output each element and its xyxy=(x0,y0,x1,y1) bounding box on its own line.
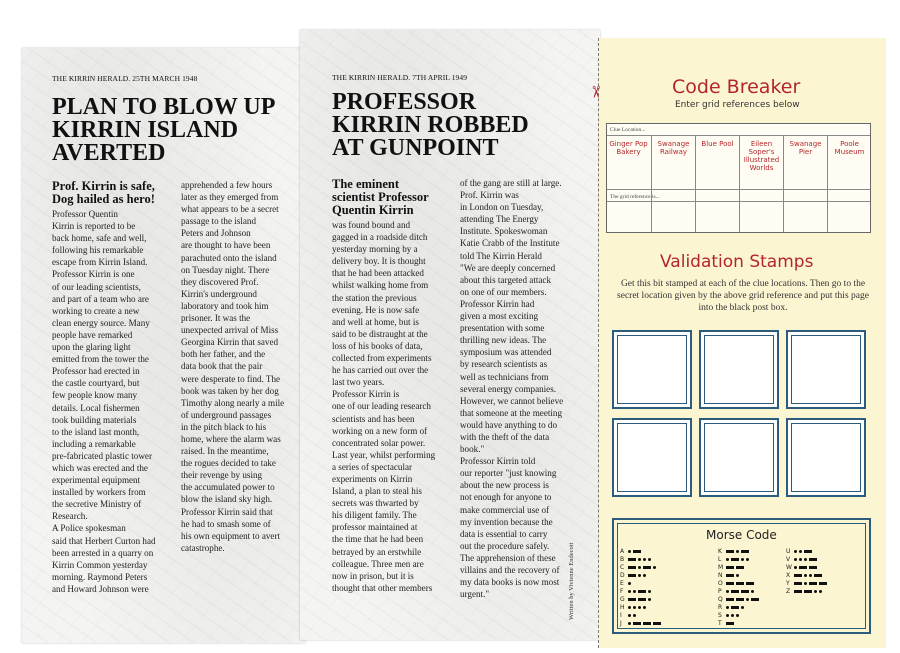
article-line: collected from experiments xyxy=(332,353,432,364)
article-line: apprehended a few hours xyxy=(181,180,273,190)
article-line: clean energy source. Many xyxy=(52,317,150,328)
morse-dot xyxy=(648,598,651,601)
article-line: Prof. Kirrin was xyxy=(460,190,519,201)
article-line: by research scientists as xyxy=(460,359,548,370)
morse-dot xyxy=(628,590,631,593)
morse-dash xyxy=(726,598,734,601)
article-line: not enough for anyone to xyxy=(460,492,552,503)
morse-dot xyxy=(726,558,729,561)
article-line: the castle courtyard, but xyxy=(52,378,140,389)
stamp-box-5 xyxy=(699,418,779,497)
article-line: well as technicians from xyxy=(460,371,549,382)
article-line: would have anything to do xyxy=(460,419,557,430)
article-line: Research. xyxy=(52,511,88,522)
middle-dateline: THE KIRRIN HERALD. 7TH APRIL 1949 xyxy=(332,73,468,82)
article-line: Institute. Spokeswoman xyxy=(460,226,548,237)
article-line: of underground passages xyxy=(181,409,272,420)
morse-letter-n xyxy=(718,571,741,579)
article-line: in the pitch black to his xyxy=(181,421,267,432)
morse-dot xyxy=(804,582,807,585)
morse-dot xyxy=(736,614,739,617)
article-line: Georgina Kirrin that saved xyxy=(181,337,279,348)
morse-letter-label: C xyxy=(620,563,625,571)
clue-location-label: Clue Location... xyxy=(610,127,646,133)
morse-letter-x xyxy=(786,571,824,579)
article-line: laboratory and took him xyxy=(181,300,269,311)
article-line: morning. Raymond Peters xyxy=(52,571,148,582)
middle-article-column-2 xyxy=(460,177,578,600)
article-line: back home, safe and well, xyxy=(52,233,147,244)
morse-dash xyxy=(809,582,817,585)
morse-letter-label: M xyxy=(718,563,724,571)
article-line: his diligent family. The xyxy=(332,510,417,521)
stamp-box-3 xyxy=(786,330,866,409)
morse-dot xyxy=(628,606,631,609)
middle-subhead: The eminent scientist Professor Quentin Kirrin xyxy=(332,177,429,217)
article-line: and Howard Johnson were xyxy=(52,583,149,594)
morse-dot xyxy=(638,566,641,569)
morse-letter-m xyxy=(718,563,746,571)
morse-dot xyxy=(741,558,744,561)
article-line: he had to smash some of xyxy=(181,518,271,529)
morse-dot xyxy=(648,558,651,561)
article-line: prisoner. It was the xyxy=(181,313,251,324)
article-line: parachuted onto the island xyxy=(181,252,277,263)
morse-letter-v xyxy=(786,555,819,563)
left-dateline: THE KIRRIN HERALD. 25TH MARCH 1948 xyxy=(52,74,198,83)
morse-dot xyxy=(751,590,754,593)
morse-dot xyxy=(799,550,802,553)
article-line: was found bound and xyxy=(332,220,411,230)
code-breaker-subtitle: Enter grid references below xyxy=(675,100,800,110)
article-line: one of our leading research xyxy=(332,401,431,412)
morse-dot xyxy=(638,606,641,609)
morse-dot xyxy=(794,566,797,569)
article-line: experimental equipment xyxy=(52,475,141,486)
morse-dot xyxy=(726,590,729,593)
morse-letter-label: N xyxy=(718,571,723,579)
article-line: Professor Kirrin is one xyxy=(52,269,135,280)
morse-dot xyxy=(819,590,822,593)
article-line: A Police spokesman xyxy=(52,523,126,534)
clue-cell-2[interactable]: Swanage Railway xyxy=(651,136,695,232)
morse-dot xyxy=(814,590,817,593)
morse-letter-label: D xyxy=(620,571,625,579)
article-line: Professor Kirrin told xyxy=(460,456,536,467)
morse-dot xyxy=(731,614,734,617)
morse-letter-label: P xyxy=(718,588,722,595)
morse-letter-g xyxy=(620,596,653,604)
morse-dot xyxy=(643,558,646,561)
article-line: installed by workers from xyxy=(52,487,146,498)
morse-letter-j xyxy=(620,620,663,628)
morse-letter-y xyxy=(786,579,829,587)
morse-dot xyxy=(648,590,651,593)
article-line: However, we cannot believe xyxy=(460,395,564,406)
morse-dash xyxy=(726,550,734,553)
morse-dot xyxy=(633,606,636,609)
morse-dot xyxy=(726,606,729,609)
article-line: of our leading scientists, xyxy=(52,281,141,292)
article-line: took building materials xyxy=(52,414,137,425)
morse-dot xyxy=(638,558,641,561)
morse-dash xyxy=(814,574,822,577)
clue-cell-1[interactable]: Ginger Pop Bakery xyxy=(609,140,648,156)
morse-letter-label: W xyxy=(786,563,792,571)
article-line: what appears to be a secret xyxy=(181,204,279,215)
middle-article-column-1 xyxy=(332,219,456,594)
morse-dash xyxy=(628,574,636,577)
article-line: professor maintained at xyxy=(332,522,418,533)
article-line: The apprehension of these xyxy=(460,552,556,563)
article-line: colleague. Three men are xyxy=(332,558,424,569)
morse-dash xyxy=(643,622,651,625)
stamp-box-1 xyxy=(612,330,692,409)
article-line: with the theft of the data xyxy=(460,431,550,442)
morse-letter-u xyxy=(786,547,814,555)
morse-letter-label: Q xyxy=(718,596,723,604)
stamp-box-2 xyxy=(699,330,779,409)
morse-dot xyxy=(804,558,807,561)
article-line: gagged in a roadside ditch xyxy=(332,232,428,243)
article-line: Peters and Johnson xyxy=(181,228,251,239)
article-line: said to be distraught at the xyxy=(332,328,428,339)
morse-dash xyxy=(741,590,749,593)
article-line: last two years. xyxy=(332,377,385,388)
article-line: unexpected arrival of Miss xyxy=(181,325,279,336)
article-line: emitted from the tower the xyxy=(52,354,149,365)
article-line: scientists and has been xyxy=(332,413,415,424)
clue-cell-4[interactable]: Eileen Soper's Illustrated Worlds xyxy=(739,136,783,232)
stamp-box-4 xyxy=(612,418,692,497)
morse-dash xyxy=(794,582,802,585)
morse-dot xyxy=(804,574,807,577)
article-line: presentation with some xyxy=(460,323,545,334)
article-line: Last year, whilst performing xyxy=(332,449,436,460)
article-line: blow the island sky high. xyxy=(181,494,273,505)
morse-letter-label: S xyxy=(718,612,722,620)
article-line: few people know many xyxy=(52,390,138,401)
article-line: the rogues decided to take xyxy=(181,458,276,469)
article-line: on Tuesday night. There xyxy=(181,264,270,275)
morse-letter-label: X xyxy=(786,571,791,579)
article-line: pre-fabricated plastic tower xyxy=(52,450,152,461)
article-line: thought that other members xyxy=(332,582,433,593)
morse-dot xyxy=(633,614,636,617)
article-line: working on a new form of xyxy=(332,425,428,436)
article-line: been arrested in a quarry on xyxy=(52,547,154,558)
morse-letter-z xyxy=(786,588,824,596)
morse-dash xyxy=(809,566,817,569)
article-line: they discovered Prof. xyxy=(181,276,259,287)
morse-dash xyxy=(736,582,744,585)
morse-dash xyxy=(804,550,812,553)
morse-dot xyxy=(643,574,646,577)
morse-dot xyxy=(746,558,749,561)
article-line: Professor Kirrin had xyxy=(460,298,535,309)
article-line: Professor Kirrin said that xyxy=(181,506,273,517)
morse-dot xyxy=(628,550,631,553)
article-line: my data books is now most xyxy=(460,577,560,588)
validation-stamps-title: Validation Stamps xyxy=(660,252,814,272)
left-article-column-2 xyxy=(181,179,301,554)
morse-dash xyxy=(726,582,734,585)
article-line: attending The Energy xyxy=(460,214,539,225)
morse-dot xyxy=(638,574,641,577)
article-line: whilst walking home from xyxy=(332,280,429,291)
morse-letter-label: V xyxy=(786,555,791,563)
morse-letter-t xyxy=(718,620,736,628)
article-line: experiments on Kirrin xyxy=(332,473,413,484)
article-line: their revenge by using xyxy=(181,470,263,481)
article-line: our reporter "just knowing xyxy=(460,468,557,479)
morse-dot xyxy=(726,614,729,617)
morse-dash xyxy=(633,550,641,553)
morse-dot xyxy=(628,614,631,617)
article-line: about the new process is xyxy=(460,480,549,491)
article-line: betrayed by an erstwhile xyxy=(332,546,422,557)
left-headline: PLAN TO BLOW UP KIRRIN ISLAND AVERTED xyxy=(52,94,276,166)
morse-dash xyxy=(726,566,734,569)
article-line: book was taken by her dog xyxy=(181,385,279,396)
morse-letter-label: J xyxy=(620,620,622,628)
morse-dot xyxy=(809,574,812,577)
morse-letter-label: G xyxy=(620,596,625,604)
article-line: several energy companies. xyxy=(460,383,557,394)
morse-letter-label: O xyxy=(718,579,723,587)
morse-dash xyxy=(638,598,646,601)
article-line: that someone at the meeting xyxy=(460,407,563,418)
morse-dash xyxy=(741,550,749,553)
article-line: my invention because the xyxy=(460,516,553,527)
morse-letter-w xyxy=(786,563,819,571)
article-line: details. Local fishermen xyxy=(52,402,140,413)
morse-dot xyxy=(736,550,739,553)
article-line: Island, a plan to steal his xyxy=(332,486,422,497)
article-line: following his remarkable xyxy=(52,245,144,256)
article-line: Kirrin Common yesterday xyxy=(52,559,148,570)
morse-dash xyxy=(653,622,661,625)
article-line: thrilling new ideas. The xyxy=(460,335,547,346)
morse-dash xyxy=(643,566,651,569)
article-line: a series of spectacular xyxy=(332,461,413,472)
article-line: Kirrin is reported to be xyxy=(52,221,136,232)
left-article-column-1 xyxy=(52,208,178,595)
morse-dash xyxy=(736,566,744,569)
morse-letter-d xyxy=(620,571,648,579)
article-line: to the island last month, xyxy=(52,426,140,437)
morse-letter-label: I xyxy=(620,612,622,620)
article-line: both her father, and the xyxy=(181,349,266,360)
article-line: given a most exciting xyxy=(460,311,539,322)
morse-dash xyxy=(751,598,759,601)
morse-letter-label: T xyxy=(718,620,722,628)
morse-letter-label: F xyxy=(620,588,624,595)
morse-letter-s xyxy=(718,612,741,620)
morse-dot xyxy=(799,558,802,561)
morse-dash xyxy=(799,566,807,569)
morse-letter-f xyxy=(620,588,653,596)
morse-dash xyxy=(809,558,817,561)
grid-reference-label: The grid reference is... xyxy=(610,194,660,200)
article-line: secrets was thwarted by xyxy=(332,498,419,509)
article-line: the station the previous xyxy=(332,292,417,303)
morse-letter-label: Z xyxy=(786,588,791,595)
morse-letter-label: R xyxy=(718,604,723,612)
article-line: the secretive Ministry of xyxy=(52,499,142,510)
morse-dash xyxy=(794,590,802,593)
article-line: evening. He is now safe xyxy=(332,304,420,315)
morse-letter-label: Y xyxy=(786,579,790,587)
morse-dot xyxy=(741,606,744,609)
morse-dash xyxy=(633,622,641,625)
article-line: the time that he had been xyxy=(332,534,424,545)
morse-dash xyxy=(726,622,734,625)
article-line: Kirrin's underground xyxy=(181,288,257,299)
article-line: in London on Tuesday, xyxy=(460,202,544,213)
morse-letter-label: E xyxy=(620,579,624,587)
morse-dash xyxy=(731,606,739,609)
article-line: delivery boy. It is thought xyxy=(332,256,426,267)
article-line: concentrated solar power. xyxy=(332,437,426,448)
morse-dash xyxy=(746,582,754,585)
article-line: Professor Kirrin is xyxy=(332,389,400,400)
morse-dash xyxy=(731,558,739,561)
morse-letter-label: K xyxy=(718,547,722,555)
code-breaker-title: Code Breaker xyxy=(672,76,801,98)
author-byline: Written by Vivienne Endecott xyxy=(568,542,575,620)
morse-letter-k xyxy=(718,547,751,555)
clue-cell-3[interactable]: Blue Pool xyxy=(695,136,739,232)
article-line: which was erected and the xyxy=(52,462,148,473)
article-line: he has carried out over the xyxy=(332,365,429,376)
morse-dash xyxy=(726,574,734,577)
article-line: upon the glaring light xyxy=(52,342,131,353)
morse-dash xyxy=(638,590,646,593)
morse-letter-a xyxy=(620,547,643,555)
morse-letter-label: A xyxy=(620,547,625,555)
article-line: data book that the pair xyxy=(181,361,263,372)
morse-letter-o xyxy=(718,579,756,587)
morse-code-title: Morse Code xyxy=(706,528,777,542)
article-line: Katie Crabb of the Institute xyxy=(460,238,560,249)
morse-letter-e xyxy=(620,579,633,587)
morse-dash xyxy=(736,598,744,601)
morse-dot xyxy=(794,558,797,561)
article-line: about this targeted attack xyxy=(460,274,551,285)
middle-headline: PROFESSOR KIRRIN ROBBED AT GUNPOINT xyxy=(332,89,529,161)
article-line: passage to the island xyxy=(181,216,257,227)
article-line: including a remarkable xyxy=(52,438,136,449)
morse-letter-label: H xyxy=(620,604,625,612)
article-line: make commercial use of xyxy=(460,504,550,515)
article-line: book." xyxy=(460,444,485,455)
article-line: "We are deeply concerned xyxy=(460,262,556,273)
article-line: yesterday morning by a xyxy=(332,244,418,255)
article-line: working to create a new xyxy=(52,305,140,316)
article-line: escape from Kirrin Island. xyxy=(52,257,148,268)
validation-instructions: Get this bit stamped at each of the clue locations. Then go to the secret location given by the above grid reference and put this page into the black post box. xyxy=(617,279,869,313)
grid-reference-table xyxy=(606,123,871,233)
morse-letter-l xyxy=(718,555,751,563)
morse-dash xyxy=(628,598,636,601)
article-line: data is essential to carry xyxy=(460,528,548,539)
article-line: the accumulated power to xyxy=(181,482,275,493)
morse-dot xyxy=(628,622,631,625)
morse-letter-p xyxy=(718,588,756,596)
article-line: and part of a team who are xyxy=(52,293,149,304)
morse-letter-c xyxy=(620,563,658,571)
article-line: Professor Quentin xyxy=(52,209,118,219)
scissors-icon: ✂ xyxy=(586,85,604,99)
article-line: Timothy along nearly a mile xyxy=(181,397,285,408)
article-line: are thought to have been xyxy=(181,240,271,251)
clue-cell-5[interactable]: Swanage Pier xyxy=(783,136,827,232)
morse-letter-label: L xyxy=(718,555,722,563)
morse-dash xyxy=(628,558,636,561)
morse-letter-h xyxy=(620,604,648,612)
morse-dot xyxy=(643,606,646,609)
article-line: told The Kirrin Herald xyxy=(460,250,542,261)
morse-dash xyxy=(628,566,636,569)
article-line: and well at home, but is xyxy=(332,316,419,327)
stamp-box-6 xyxy=(786,418,866,497)
morse-dot xyxy=(633,590,636,593)
morse-dash xyxy=(804,590,812,593)
article-line: were desperate to find. The xyxy=(181,373,281,384)
article-line: his own equipment to avert xyxy=(181,530,281,541)
article-line: villains and the recovery of xyxy=(460,565,560,575)
article-line: later as they emerged from xyxy=(181,192,279,203)
morse-dash xyxy=(731,590,739,593)
morse-dot xyxy=(794,550,797,553)
article-line: out the procedure safely. xyxy=(460,540,550,551)
article-line: now in prison, but it is xyxy=(332,570,414,581)
morse-dot xyxy=(653,566,656,569)
article-line: of the gang are still at large. xyxy=(460,178,562,188)
article-line: raised. In the meantime, xyxy=(181,446,269,457)
morse-letter-label: U xyxy=(786,547,791,555)
left-subhead: Prof. Kirrin is safe, Dog hailed as hero! xyxy=(52,179,155,206)
morse-dot xyxy=(628,582,631,585)
article-line: catastrophe. xyxy=(181,542,225,553)
morse-dash xyxy=(794,574,802,577)
morse-dot xyxy=(746,598,749,601)
article-line: people have remarked xyxy=(52,329,133,340)
article-line: that he had been attacked xyxy=(332,268,424,279)
morse-dot xyxy=(736,574,739,577)
clue-cell-6[interactable]: Poole Museum xyxy=(827,136,871,232)
article-line: home, where the alarm was xyxy=(181,433,281,444)
article-line: symposium was attended xyxy=(460,347,552,358)
article-line: urgent." xyxy=(460,589,490,600)
article-line: loss of his books of data, xyxy=(332,340,423,351)
morse-letter-q xyxy=(718,596,761,604)
morse-letter-b xyxy=(620,555,653,563)
article-line: on one of our members. xyxy=(460,286,547,297)
article-line: said that Herbert Curton had xyxy=(52,535,156,546)
article-line: Professor had erected in xyxy=(52,366,140,377)
morse-letter-r xyxy=(718,604,746,612)
morse-dash xyxy=(819,582,827,585)
morse-letter-label: B xyxy=(620,555,625,563)
morse-letter-i xyxy=(620,612,638,620)
